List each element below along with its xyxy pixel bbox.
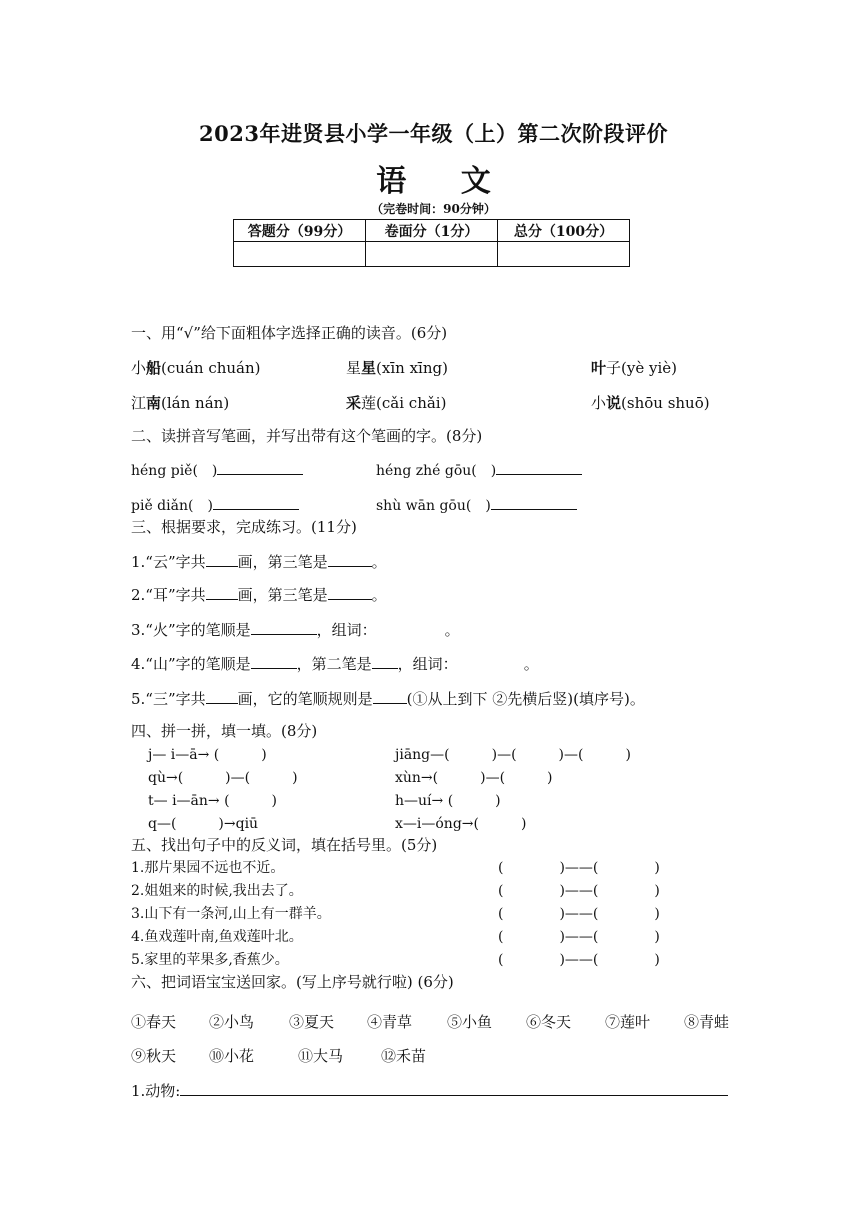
q2-title: 二、读拼音写笔画，并写出带有这个笔画的字。(8分)	[131, 427, 483, 445]
q4-left-4[interactable]: q—( )→qiū	[148, 816, 259, 832]
q2-item-1[interactable]	[131, 460, 303, 480]
q1-item-4[interactable]	[131, 392, 229, 413]
q3-text: ，组词：	[316, 621, 377, 639]
score-header-total: 总分（100分）	[498, 220, 630, 242]
score-table-header-row	[234, 220, 630, 242]
q6-word-3: ③夏天	[289, 1013, 335, 1031]
q4-left-2[interactable]: qù→( )—( )	[148, 770, 298, 786]
q3-text: 3.“火”字的笔顺是	[131, 621, 251, 639]
q3-text: 。	[371, 553, 387, 571]
q1-bold-char: 叶	[591, 359, 607, 377]
answer-blank[interactable]	[206, 702, 238, 704]
q4-left-3[interactable]: t— i—ān→ ( )	[148, 793, 278, 809]
q3-line-1	[131, 551, 387, 572]
answer-blank[interactable]	[372, 667, 398, 669]
q3-line-3	[131, 619, 460, 640]
q1-item-text: 星	[346, 359, 362, 377]
q4-left-1[interactable]: j— i—ā→ ( )	[148, 747, 267, 763]
q1-pinyin-options: (cuán chuán)	[161, 359, 261, 377]
q4-right-2[interactable]: xùn→( )—( )	[395, 770, 553, 786]
answer-blank[interactable]	[180, 1094, 728, 1096]
answer-blank[interactable]	[206, 565, 238, 567]
q6-word-6: ⑥冬天	[526, 1013, 572, 1031]
score-header-answer: 答题分（99分）	[234, 220, 366, 242]
score-table	[233, 219, 630, 267]
answer-blank[interactable]	[373, 702, 407, 704]
subject-title: 语 文	[376, 164, 513, 199]
answer-blank[interactable]	[496, 473, 582, 475]
answer-blank[interactable]	[491, 508, 577, 510]
q1-item-5[interactable]	[346, 392, 446, 413]
q3-text: 画，第三笔是	[237, 553, 328, 571]
q5-answer-5[interactable]: ( )——( )	[498, 952, 660, 968]
score-header-neatness: 卷面分（1分）	[366, 220, 498, 242]
q1-item-text: 江	[131, 394, 147, 412]
q1-bold-char: 南	[146, 394, 162, 412]
q3-text: 4.“山”字的笔顺是	[131, 655, 251, 673]
q5-answer-3[interactable]: ( )——( )	[498, 906, 660, 922]
q3-text: 1.“云”字共	[131, 553, 206, 571]
answer-blank[interactable]	[217, 473, 303, 475]
q4-title: 四、拼一拼，填一填。(8分)	[131, 722, 318, 740]
q4-right-4[interactable]: x—i—óng→( )	[395, 816, 527, 832]
q3-line-5	[131, 688, 645, 709]
q6-title: 六、把词语宝宝送回家。(写上序号就行啦) (6分)	[131, 973, 454, 991]
exam-time: （完卷时间：90分钟）	[371, 202, 496, 216]
q1-item-text: 子	[606, 359, 622, 377]
answer-blank[interactable]	[213, 508, 299, 510]
q2-item-3[interactable]	[131, 495, 299, 515]
q3-line-4	[131, 653, 539, 674]
answer-blank[interactable]	[328, 598, 372, 600]
q3-text: 。	[371, 586, 387, 604]
q1-item-3[interactable]	[591, 357, 677, 378]
q3-title: 三、根据要求，完成练习。(11分)	[131, 518, 357, 536]
score-table-blank-row	[234, 242, 630, 267]
q1-bold-char: 采	[346, 394, 362, 412]
q6-word-4: ④青草	[367, 1013, 413, 1031]
q1-bold-char: 船	[146, 359, 162, 377]
score-cell-answer[interactable]	[234, 242, 366, 267]
q3-text: ，组词：	[397, 655, 458, 673]
q6-word-12: ⑫禾苗	[381, 1047, 427, 1065]
q6-word-9: ⑨秋天	[131, 1047, 177, 1065]
q2-pinyin: héng zhé gōu( )	[376, 463, 497, 479]
q3-text: 画，第三笔是	[237, 586, 328, 604]
q1-item-2[interactable]	[346, 357, 448, 378]
q2-pinyin: héng piě( )	[131, 463, 218, 479]
q1-item-text: 小	[591, 394, 607, 412]
q1-pinyin-options: (cǎi chǎi)	[376, 394, 447, 412]
q5-sentence-4: 4.鱼戏莲叶南,鱼戏莲叶北。	[131, 929, 303, 945]
q1-pinyin-options: (yè yiè)	[621, 359, 678, 377]
q1-item-text: 莲	[361, 394, 377, 412]
q1-pinyin-options: (xīn xīng)	[376, 359, 448, 377]
q3-text: 。	[444, 621, 460, 639]
q6-word-1: ①春天	[131, 1013, 177, 1031]
q1-bold-char: 说	[606, 394, 622, 412]
q1-item-1[interactable]	[131, 357, 261, 378]
q6-word-7: ⑦莲叶	[605, 1013, 651, 1031]
q6-category-label: 1.动物:	[131, 1082, 181, 1100]
q3-text: 。	[523, 655, 539, 673]
q6-word-11: ⑪大马	[298, 1047, 344, 1065]
q1-pinyin-options: (lán nán)	[161, 394, 230, 412]
q3-text: 5.“三”字共	[131, 690, 206, 708]
answer-blank[interactable]	[251, 667, 297, 669]
q1-item-text: 小	[131, 359, 147, 377]
q5-title: 五、找出句子中的反义词，填在括号里。(5分)	[131, 836, 438, 854]
answer-blank[interactable]	[206, 598, 238, 600]
q6-word-2: ②小鸟	[209, 1013, 255, 1031]
score-cell-total[interactable]	[498, 242, 630, 267]
score-cell-neatness[interactable]	[366, 242, 498, 267]
q6-word-10: ⑩小花	[209, 1047, 255, 1065]
q4-right-1[interactable]: jiāng—( )—( )—( )	[395, 747, 631, 763]
q5-answer-4[interactable]: ( )——( )	[498, 929, 660, 945]
exam-title: 2023年进贤县小学一年级（上）第二次阶段评价	[199, 121, 668, 146]
q6-word-8: ⑧青蛙	[684, 1013, 730, 1031]
q2-item-4[interactable]	[376, 495, 577, 515]
q4-right-3[interactable]: h—uí→ ( )	[395, 793, 501, 809]
q3-text: (①从上到下 ②先横后竖)(填序号)。	[406, 690, 645, 708]
q6-word-5: ⑤小鱼	[447, 1013, 493, 1031]
q5-sentence-3: 3.山下有一条河,山上有一群羊。	[131, 906, 331, 922]
q1-bold-char: 星	[361, 359, 377, 377]
q2-pinyin: shù wān gōu( )	[376, 498, 491, 514]
q5-answer-2[interactable]: ( )——( )	[498, 883, 660, 899]
answer-blank[interactable]	[328, 565, 372, 567]
q6-answer-line-1[interactable]	[131, 1080, 728, 1101]
answer-blank[interactable]	[251, 633, 317, 635]
q1-title: 一、用“√”给下面粗体字选择正确的读音。(6分)	[131, 324, 448, 342]
q5-sentence-1: 1.那片果园不远也不近。	[131, 860, 285, 876]
q3-text: 画，它的笔顺规则是	[237, 690, 373, 708]
q3-text: ，第二笔是	[296, 655, 372, 673]
q1-pinyin-options: (shōu shuō)	[621, 394, 710, 412]
q1-item-6[interactable]	[591, 392, 710, 413]
q3-line-2	[131, 584, 387, 605]
q2-pinyin: piě diǎn( )	[131, 498, 213, 514]
q5-answer-1[interactable]: ( )——( )	[498, 860, 660, 876]
q3-text: 2.“耳”字共	[131, 586, 206, 604]
q5-sentence-5: 5.家里的苹果多,香蕉少。	[131, 952, 289, 968]
q2-item-2[interactable]	[376, 460, 582, 480]
q5-sentence-2: 2.姐姐来的时候,我出去了。	[131, 883, 303, 899]
